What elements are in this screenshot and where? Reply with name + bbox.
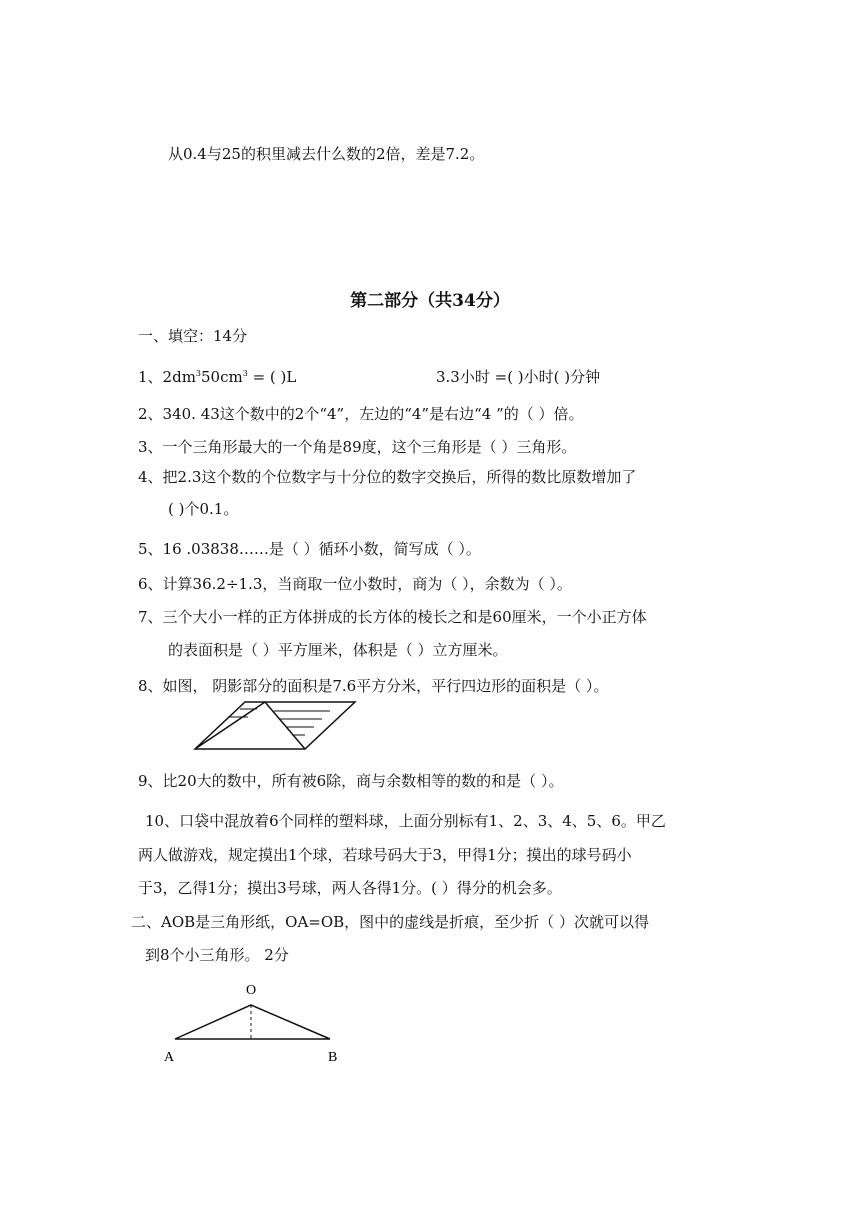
question-1 <box>138 367 296 387</box>
label-b: B <box>328 1050 338 1065</box>
q1-part-c: = ( )L <box>247 368 297 386</box>
question-10-line1: 10、口袋中混放着6个同样的塑料球，上面分别标有1、2、3、4、5、6。甲乙 <box>145 812 666 830</box>
part-title: 第二部分（共34分） <box>350 291 510 311</box>
question-4-line2: ( )个0.1。 <box>168 500 239 518</box>
question-6: 6、计算36.2÷1.3，当商取一位小数时，商为（ ），余数为（ ）。 <box>138 575 572 593</box>
question-9: 9、比20大的数中，所有被6除，商与余数相等的数的和是（ ）。 <box>138 772 564 790</box>
shading-lines <box>228 709 330 735</box>
q1-sup-1: 3 <box>195 369 202 378</box>
section1-heading: 一、填空：14分 <box>138 327 248 345</box>
triangle-aob <box>175 1005 330 1039</box>
question-7-line2: 的表面积是（ ）平方厘米，体积是（ ）立方厘米。 <box>168 641 508 659</box>
question-5: 5、16 .03838……是（ ）循环小数，简写成（ ）。 <box>138 540 481 558</box>
label-a: A <box>164 1050 175 1065</box>
q1-part-b: 50cm <box>201 368 243 386</box>
question-7-line1: 7、三个大小一样的正方体拼成的长方体的棱长之和是60厘米，一个小正方体 <box>138 608 647 626</box>
section2-line2: 到8个小三角形。 2分 <box>145 946 289 964</box>
question-10-line2: 两人做游戏，规定摸出1个球，若球号码大于3，甲得1分；摸出的球号码小 <box>138 846 632 864</box>
parallelogram-outline <box>195 702 355 749</box>
q1-sup-2: 3 <box>242 369 248 378</box>
question-10-line3: 于3，乙得1分；摸出3号球，两人各得1分。( ）得分的机会多。 <box>138 879 562 897</box>
section2-line1: 二、AOB是三角形纸，OA=OB，图中的虚线是折痕，至少折（ ）次就可以得 <box>131 913 649 931</box>
question-3: 3、一个三角形最大的一个角是89度，这个三角形是（ ）三角形。 <box>138 438 577 456</box>
question-4-line1: 4、把2.3这个数的个位数字与十分位的数字交换后，所得的数比原数增加了 <box>138 468 637 486</box>
question-2: 2、340. 43这个数中的2个“4”，左边的“4”是右边“4 ”的（ ）倍。 <box>138 405 584 423</box>
intro-question: 从0.4与25的积里减去什么数的2倍，差是7.2。 <box>168 145 485 163</box>
triangle-right-edge <box>265 702 305 749</box>
q1-part-a: 1、2dm <box>138 368 196 386</box>
question-1-time: 3.3小时 =( )小时( )分钟 <box>436 368 601 386</box>
question-8: 8、如图， 阴影部分的面积是7.6平方分米，平行四边形的面积是（ ）。 <box>138 677 609 695</box>
label-o: O <box>246 983 257 998</box>
triangle-aob-figure <box>158 977 358 1067</box>
parallelogram-figure <box>190 699 370 755</box>
